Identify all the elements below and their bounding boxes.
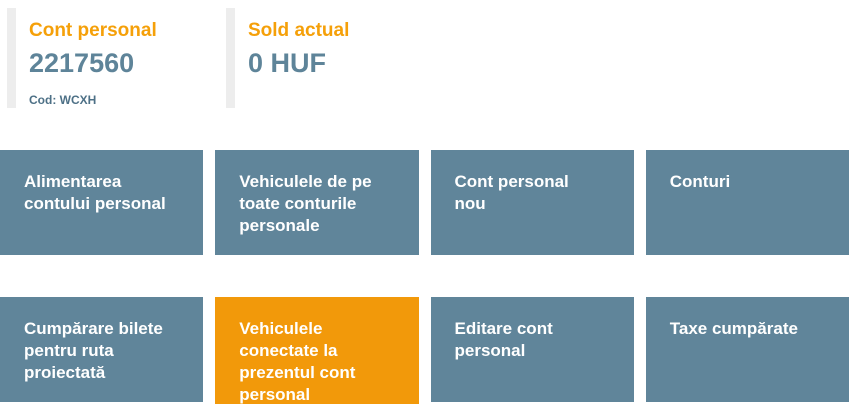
tile-alimentarea-contului-personal[interactable] — [0, 150, 203, 255]
personal-account-label: Cont personal — [29, 20, 157, 41]
tile-label: Editare cont personal — [454, 319, 553, 360]
personal-account-number: 2217560 — [29, 47, 135, 78]
balance-block — [226, 8, 556, 108]
tile-label: Cumpărare bilete pentru ruta proiectată — [24, 319, 163, 382]
tile-label: Taxe cumpărate — [669, 319, 798, 338]
tile-vehiculele-conectate-cont-personal[interactable] — [215, 297, 418, 404]
tile-conturi[interactable] — [646, 150, 849, 255]
personal-account-code: Cod: WCXH — [29, 93, 97, 108]
balance-label: Sold actual — [248, 20, 350, 41]
tile-cumparare-bilete-ruta-proiectata[interactable] — [0, 297, 203, 402]
tile-label: Cont personal nou — [454, 172, 569, 213]
tile-editare-cont-personal[interactable] — [431, 297, 634, 402]
tile-label: Alimentarea contului personal — [24, 172, 166, 213]
personal-account-block — [7, 8, 226, 108]
tile-vehiculele-toate-conturile[interactable] — [215, 150, 418, 255]
tile-label: Vehiculele conectate la prezentul cont personal — [239, 319, 356, 404]
tile-taxe-cumparate[interactable] — [646, 297, 849, 402]
balance-value: 0 HUF — [248, 47, 327, 78]
account-summary-header — [0, 0, 849, 108]
tile-label: Vehiculele de pe toate conturile personale — [239, 172, 372, 235]
tile-label: Conturi — [669, 172, 731, 191]
action-tile-grid — [0, 150, 849, 404]
tile-cont-personal-nou[interactable] — [431, 150, 634, 255]
